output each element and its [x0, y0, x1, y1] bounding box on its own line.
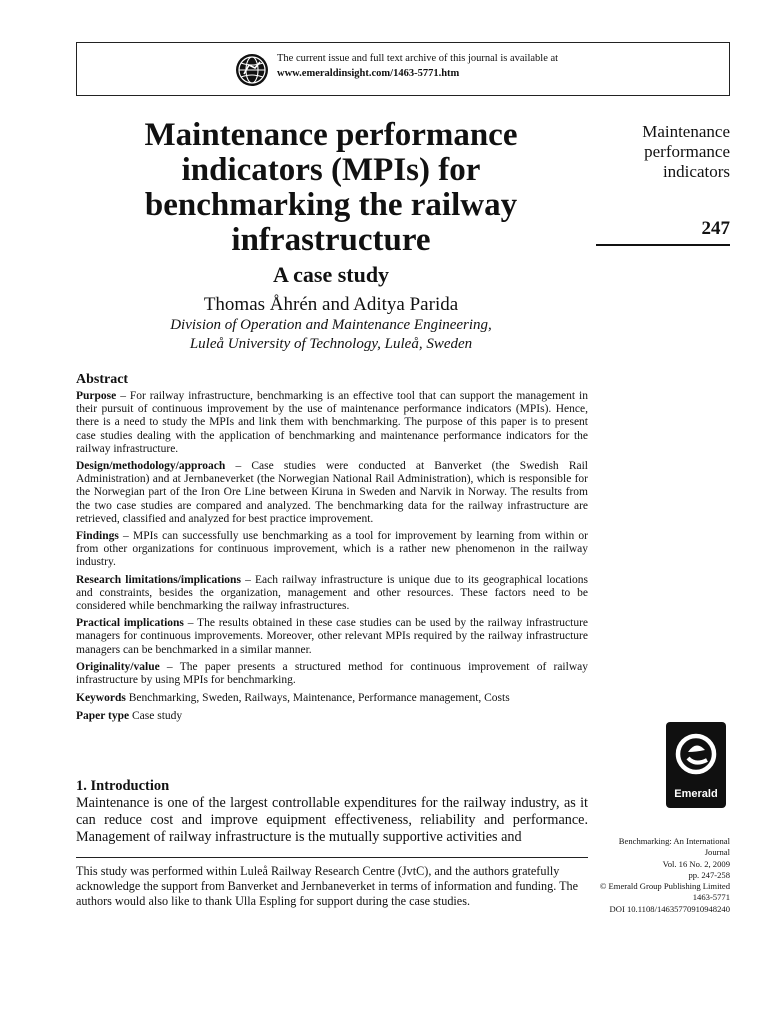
- introduction-body: Maintenance is one of the largest controllable expenditures for the railway industry, as it can reduce cost and improve equipment effectiveness, reliability and performance. Management of railway infrastructure is the mutually supportive activities and: [76, 795, 588, 845]
- journal-info-line: © Emerald Group Publishing Limited: [599, 881, 730, 892]
- globe-icon: [235, 53, 269, 87]
- section-label: Findings: [76, 530, 119, 543]
- title-line: infrastructure: [231, 222, 431, 258]
- abstract-body: [76, 390, 588, 728]
- section-label: Originality/value: [76, 660, 160, 673]
- title-line: benchmarking the railway: [144, 187, 518, 223]
- page-number-rule: [596, 244, 730, 246]
- abstract-practical: [76, 617, 588, 657]
- section-label: Paper type: [76, 710, 130, 723]
- section-text: – Case studies were conducted at Banverket (the Swedish Rail Administration) and at Jernbaneverket (the Norwegian National Rail Administration), which is responsible for the Norwegian part of the Iron Ore Line between Kiruna in Sweden and Narvik in Norway. The results from the two case studies are compared and analyzed. The benchmarking data for the railway infrastructure are retrieved, classified and analyzed for best practice improvement.: [76, 460, 588, 525]
- journal-info-line: Benchmarking: An International: [618, 836, 730, 846]
- notice-url-link[interactable]: www.emeraldinsight.com/1463-5771.htm: [277, 68, 460, 79]
- section-label: Research limitations/implications: [76, 573, 241, 586]
- journal-info-line: Journal: [704, 847, 730, 858]
- section-text: Benchmarking, Sweden, Railways, Maintenance, Performance management, Costs: [125, 692, 510, 705]
- title-line: indicators (MPIs) for: [181, 152, 481, 188]
- section-heading-introduction: 1. Introduction: [76, 778, 170, 794]
- section-label: Design/methodology/approach: [76, 460, 226, 473]
- section-text: Case study: [129, 710, 183, 723]
- section-label: Purpose: [76, 390, 117, 402]
- footnote-divider: [76, 857, 588, 858]
- page-number: 247: [701, 218, 730, 239]
- journal-info-doi: DOI 10.1108/14635770910948240: [609, 903, 730, 914]
- journal-availability-notice: [76, 42, 730, 96]
- authors: Thomas Åhrén and Aditya Parida: [203, 294, 459, 315]
- abstract-purpose: [76, 390, 588, 456]
- abstract-findings: [76, 530, 588, 570]
- title-line: Maintenance performance: [144, 117, 518, 153]
- abstract-limitations: [76, 574, 588, 614]
- journal-info-line: 1463-5771: [692, 892, 730, 903]
- section-text: – The paper presents a structured method for continuous improvement of railway infrastructure by using MPIs for benchmarking.: [76, 660, 588, 687]
- abstract-originality: [76, 661, 588, 687]
- acknowledgement-footnote: This study was performed within Luleå Railway Research Centre (JvtC), and the authors gratefully acknowledge the support from Banverket and Jernbaneverket in terms of information and funding. The authors would also like to thank Ulla Espling for support during the case studies.: [76, 864, 579, 908]
- abstract-heading: Abstract: [76, 372, 129, 387]
- journal-info-line: Vol. 16 No. 2, 2009: [662, 858, 730, 869]
- running-head-line: performance: [644, 142, 730, 161]
- running-head-line: indicators: [662, 162, 730, 181]
- section-text: – The results obtained in these case studies can be used by the railway infrastructure managers for continuous improvements. Moreover, other relevant MPIs required by the railway infrastructure managers can be benchmarked in a similar manner.: [76, 617, 589, 656]
- running-head-line: Maintenance: [642, 122, 730, 141]
- abstract-keywords: [76, 692, 588, 705]
- section-text: – For railway infrastructure, benchmarking is an effective tool that can support the management in their pursuit of continuous improvement by the use of maintenance performance indicators (MPIs). Hence, there is a need to study the MPIs and link them with benchmarking. The purpose of this paper is to present case studies dealing with the application of benchmarking and maintenance performance indicators for the railway infrastructure.: [76, 390, 588, 455]
- emerald-wordmark: Emerald: [674, 788, 718, 800]
- section-text: – MPIs can successfully use benchmarking as a tool for improvement by learning from within or from other organizations for continuous improvement, which is a rather new phenomenon in the railway industry.: [76, 530, 588, 569]
- abstract-design: [76, 460, 588, 526]
- section-label: Practical implications: [76, 617, 184, 630]
- notice-text: The current issue and full text archive of this journal is available at: [277, 53, 559, 64]
- journal-info-line: pp. 247-258: [688, 869, 730, 880]
- affiliation-line: Luleå University of Technology, Luleå, Sweden: [189, 336, 473, 352]
- paper-subtitle: A case study: [272, 262, 390, 287]
- section-label: Keywords: [76, 692, 126, 705]
- journal-info: [594, 836, 730, 915]
- paper-title: [76, 118, 586, 258]
- section-text: – Each railway infrastructure is unique due to its geographical locations and constraints, besides the organization, management and other resources. These factors need to be considered while benchmarking the railway infrastructures.: [76, 573, 589, 613]
- emerald-logo-icon: [666, 722, 726, 808]
- affiliation-line: Division of Operation and Maintenance Engineering,: [170, 317, 492, 333]
- abstract-paper-type: [76, 710, 588, 723]
